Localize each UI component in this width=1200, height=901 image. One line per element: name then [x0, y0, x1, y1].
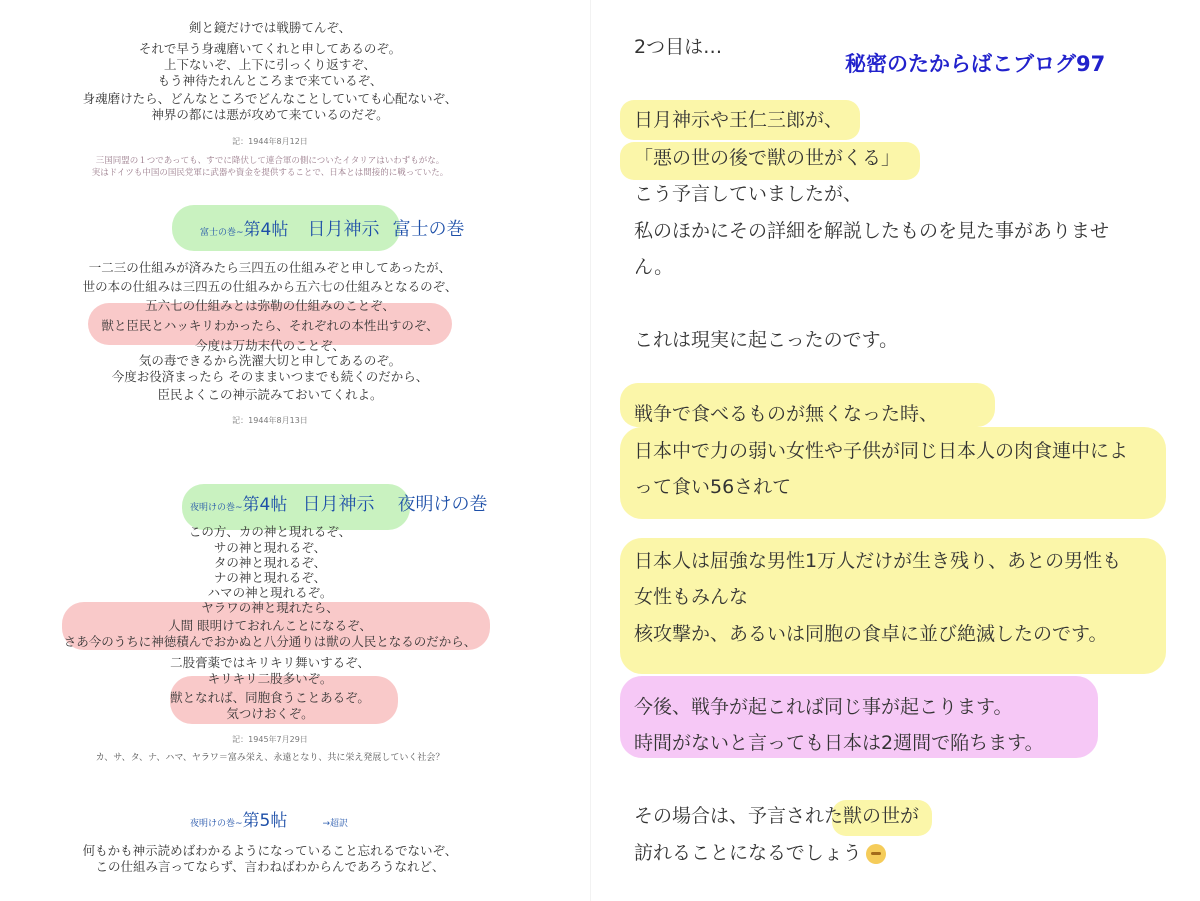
chapter-number: 第5帖: [242, 811, 288, 831]
super-translation-link[interactable]: →超訳: [322, 819, 349, 829]
blog-text-line: ん。: [634, 256, 674, 278]
verse-line: 人間 眼明けておれんことになるぞ、: [168, 618, 372, 633]
blog-text-line: って食い56されて: [634, 476, 792, 498]
blog-text-line: その場合は、予言された獣の世が: [634, 805, 920, 827]
verse-line: この仕組み言ってならず、言わねばわからんであろうなれど、: [95, 859, 445, 874]
date-label: 記：1944年8月13日: [232, 416, 308, 425]
book-label: 富士の巻: [392, 219, 465, 240]
verse-line: 気の毒できるから洗濯大切と申してあるのぞ。: [138, 353, 402, 368]
commentary-note: 三国同盟の１つであっても、すでに降伏して連合軍の側についたイタリアはいわずもがな。: [95, 156, 445, 166]
verse-line: タの神と現れるぞ、: [213, 555, 327, 570]
blog-text-line: 日月神示や王仁三郎が、: [634, 109, 844, 131]
blog-text-line: 2つ目は…: [634, 36, 723, 58]
blog-text-line: 訪れることになるでしょう: [634, 842, 862, 864]
verse-line: 今度は万劫末代のことぞ、: [195, 338, 345, 353]
commentary-note: 実はドイツも中国の国民党軍に武器や資金を提供することで、日本とは間接的に戦っていた。: [91, 168, 449, 178]
verse-line: 今度お役済まったら そのままいつまでも続くのだから、: [111, 369, 429, 384]
book-label: 夜明けの巻: [397, 494, 488, 515]
blog-text-last-line: [634, 840, 886, 866]
verse-line: 世の本の仕組みは三四五の仕組みから五六七の仕組みとなるのぞ、: [82, 279, 458, 294]
verse-line: ヤラワの神と現れたら、: [201, 600, 339, 615]
chapter-number: 第4帖: [243, 220, 289, 240]
blog-text-line: 戦争で食べるものが無くなった時、: [634, 403, 939, 425]
blog-text-line: 今後、戦争が起これば同じ事が起こります。: [634, 696, 1013, 718]
scroll-label: 夜明けの巻~: [190, 819, 243, 829]
left-scripture-panel: [0, 0, 580, 901]
verse-line: さあ今のうちに神徳積んでおかぬと八分通りは獣の人民となるのだから、: [63, 634, 477, 649]
title-label: 日月神示: [302, 494, 375, 515]
verse-line: ナの神と現れるぞ、: [213, 570, 327, 585]
section-heading-fuji: [200, 215, 465, 241]
commentary-note: カ、サ、タ、ナ、ハマ、ヤラワ＝富み栄え、永遠となり、共に栄え発展していく社会？: [95, 753, 445, 763]
chapter-number: 第4帖: [242, 495, 288, 515]
verse-line: 何もかも神示読めばわかるようになっていること忘れるでないぞ、: [82, 843, 458, 858]
blog-text-line: 日本人は屈強な男性1万人だけが生き残り、あとの男性も: [634, 550, 1122, 572]
verse-line: 臣民よくこの神示読みておいてくれよ。: [157, 387, 383, 402]
melting-face-icon: [866, 844, 886, 864]
blog-text-line: 私のほかにその詳細を解説したものを見た事がありませ: [634, 220, 1110, 242]
panel-divider: [590, 0, 591, 901]
verse-line: この方、カの神と現れるぞ、: [188, 524, 352, 539]
verse-line: 剣と鏡だけでは戦勝てんぞ、: [188, 20, 352, 35]
verse-line: 気つけおくぞ。: [226, 706, 314, 721]
date-label: 記：1945年7月29日: [232, 735, 308, 744]
section-heading-yoake-5: [190, 806, 348, 831]
blog-text-line: 女性もみんな: [634, 586, 749, 608]
verse-line: サの神と現れるぞ、: [213, 540, 327, 555]
blog-text-line: 日本中で力の弱い女性や子供が同じ日本人の肉食連中によ: [634, 440, 1129, 462]
verse-line: 獣となれば、同胞食うことあるぞ。: [170, 690, 370, 705]
title-label: 日月神示: [307, 219, 380, 240]
verse-line: キリキリ二股多いぞ。: [207, 671, 333, 686]
blog-text-line: 時間がないと言っても日本は2週間で陥ちます。: [634, 732, 1044, 754]
section-heading-yoake: [190, 490, 488, 516]
right-blog-panel: [600, 0, 1200, 901]
verse-line: ハマの神と現れるぞ。: [207, 585, 333, 600]
blog-text-line: これは現実に起こったのです。: [634, 329, 899, 351]
verse-line: 身魂磨けたら、どんなところでどんなことしていても心配ないぞ、: [82, 91, 458, 106]
verse-line: それで早う身魂磨いてくれと申してあるのぞ。: [138, 41, 402, 56]
date-label: 記：1944年8月12日: [232, 137, 308, 146]
scroll-label: 夜明けの巻~: [190, 503, 243, 513]
verse-line: 一二三の仕組みが済みたら三四五の仕組みぞと申してあったが、: [88, 260, 452, 275]
verse-line: もう神待たれんところまで来ているぞ、: [157, 73, 383, 88]
verse-line: 上下ないぞ、上下に引っくり返すぞ、: [163, 57, 376, 72]
scroll-label: 富士の巻~: [200, 228, 244, 238]
verse-line: 神界の都には悪が攻めて来ているのだぞ。: [151, 107, 389, 122]
blog-text-line: 「悪の世の後で獣の世がくる」: [634, 147, 901, 169]
verse-line: 二股膏薬ではキリキリ舞いするぞ、: [170, 655, 370, 670]
blog-brand-label: 秘密のたからばこブログ97: [845, 52, 1106, 76]
blog-text-line: 核攻撃か、あるいは同胞の食卓に並び絶滅したのです。: [634, 623, 1108, 645]
verse-line: 五六七の仕組みとは弥勒の仕組みのことぞ、: [145, 298, 395, 313]
blog-text-line: こう予言していましたが、: [634, 183, 863, 205]
verse-line: 獣と臣民とハッキリわかったら、それぞれの本性出すのぞ、: [101, 318, 439, 333]
